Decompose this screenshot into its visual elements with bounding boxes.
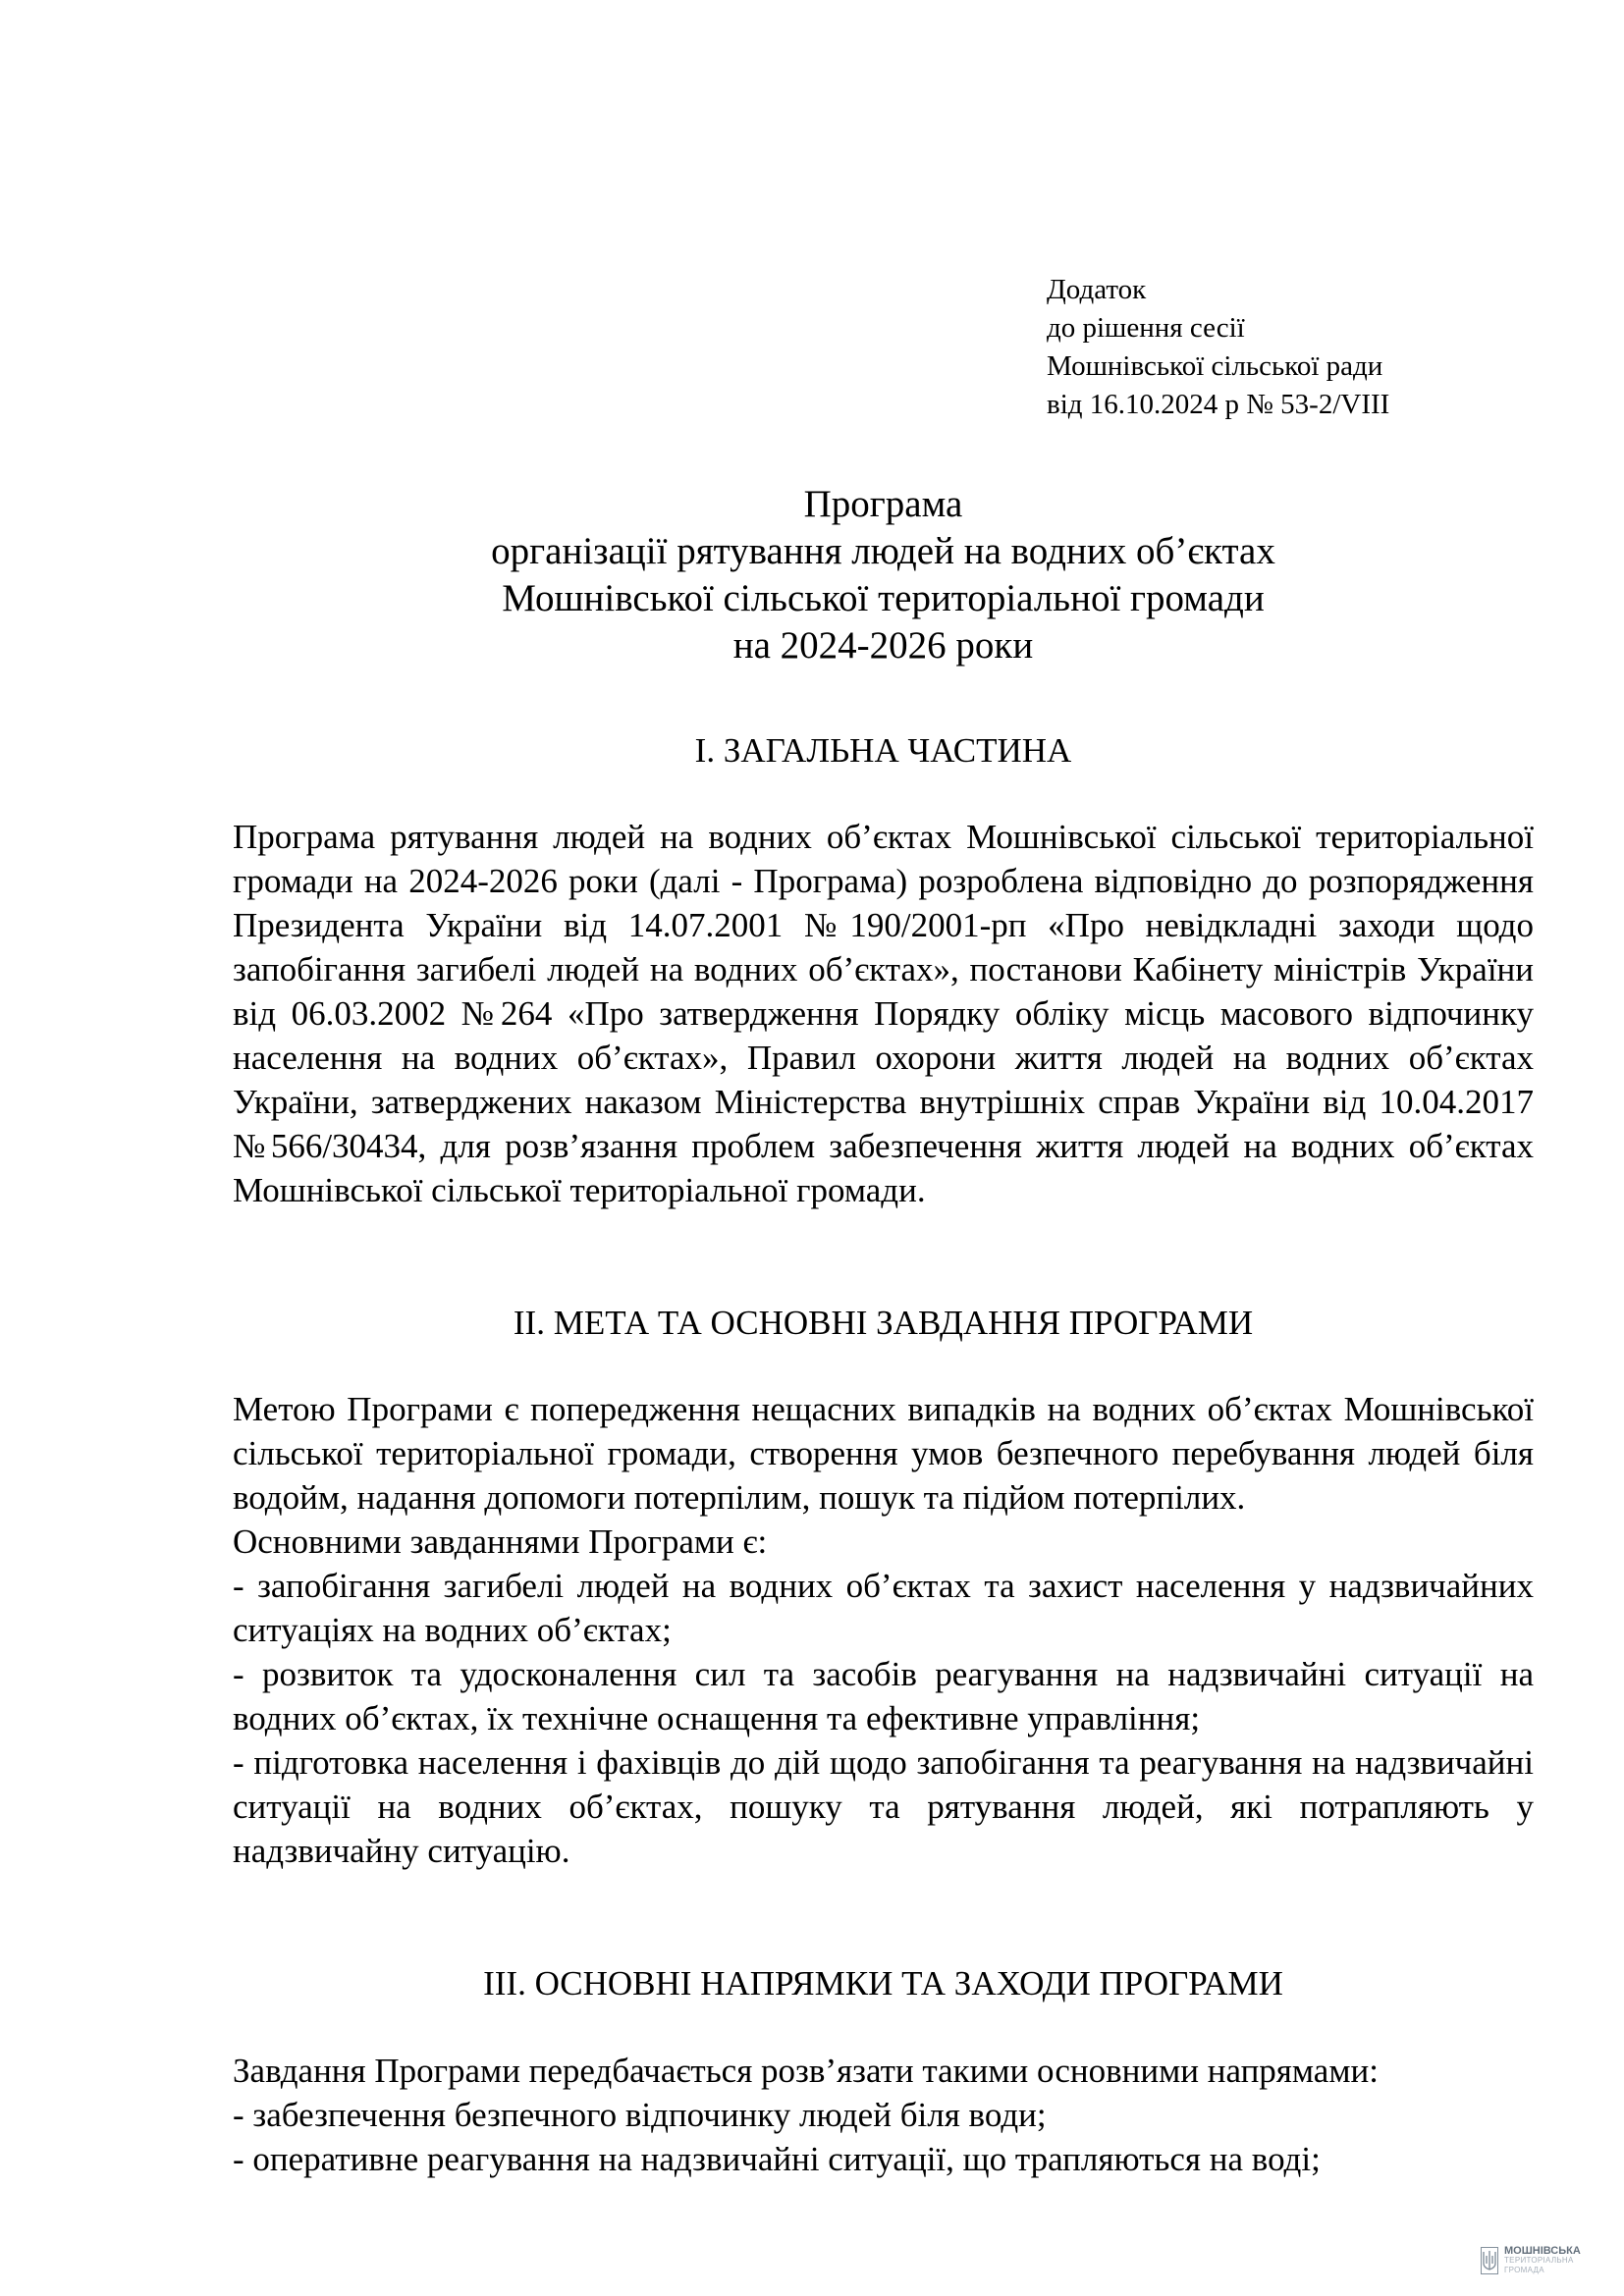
watermark-line-3: ГРОМАДА <box>1504 2266 1544 2274</box>
annex-line-1: Додаток <box>1047 274 1147 305</box>
section-3-heading: ІІІ. ОСНОВНІ НАПРЯМКИ ТА ЗАХОДИ ПРОГРАМИ <box>483 1964 1283 2002</box>
title-line-2: організації рятування людей на водних об’єктах <box>491 530 1275 572</box>
section-2-task-item: - розвиток та удосконалення сил та засобів реагування на надзвичайні ситуації на водних об’єктах, їх технічне оснащення та ефективне управління; <box>233 1655 1534 1737</box>
annex-block <box>1047 271 1389 424</box>
section-3-list-item: - оперативне реагування на надзвичайні ситуації, що трапляються на воді; <box>233 2140 1321 2178</box>
annex-line-4: від 16.10.2024 р № 53-2/VIII <box>1047 389 1390 420</box>
section-2-body <box>233 1387 1534 1873</box>
document-title <box>233 481 1534 669</box>
watermark-line-2: ТЕРИТОРІАЛЬНА <box>1504 2256 1574 2265</box>
section-3-list-item: - забезпечення безпечного відпочинку людей біля води; <box>233 2096 1047 2134</box>
title-line-3: Мошнівської сільської територіальної громади <box>502 577 1265 619</box>
watermark-text <box>1504 2246 1581 2275</box>
section-3-body <box>233 2049 1534 2181</box>
section-3-intro: Завдання Програми передбачається розв’язати такими основними напрямами: <box>233 2052 1379 2090</box>
section-2-tasks-intro: Основними завданнями Програми є: <box>233 1522 768 1561</box>
annex-line-3: Мошнівської сільської ради <box>1047 350 1383 382</box>
section-2-heading: ІІ. МЕТА ТА ОСНОВНІ ЗАВДАННЯ ПРОГРАМИ <box>513 1304 1254 1342</box>
title-line-4: на 2024-2026 роки <box>732 624 1034 667</box>
trident-icon <box>1481 2247 1498 2274</box>
section-1-paragraph: Програма рятування людей на водних об’єктах Мошнівської сільської територіальної громади на 2024-2026 роки (далі - Програма) розроблена відповідно до розпорядження Президента України від 14.07.2001 №190/2001-рп «Про невідкладні заходи щодо запобігання загибелі людей на водних об’єктах», постанови Кабінету міністрів України від 06.03.2002 №264 «Про затвердження Порядку обліку місць масового відпочинку населення на водних об’єктах», Правил охорони життя людей на водних об’єктах України, затверджених наказом Міністерства внутрішніх справ України від 10.04.2017 №566/30434, для розв’язання проблем забезпечення життя людей на водних об’єктах Мошнівської сільської територіальної громади. <box>233 818 1534 1209</box>
annex-line-2: до рішення сесії <box>1047 312 1245 344</box>
title-line-1: Програма <box>803 483 963 525</box>
community-watermark <box>1481 2246 1581 2275</box>
watermark-title: МОШНІВСЬКА <box>1504 2245 1581 2257</box>
section-2-task-item: - запобігання загибелі людей на водних об’єктах та захист населення у надзвичайних ситуаціях на водних об’єктах; <box>233 1567 1534 1649</box>
section-2-paragraph: Метою Програми є попередження нещасних випадків на водних об’єктах Мошнівської сільської територіальної громади, створення умов безпечного перебування людей біля водойм, надання допомоги потерпілим, пошук та підйом потерпілих. <box>233 1390 1534 1517</box>
section-1-heading: І. ЗАГАЛЬНА ЧАСТИНА <box>694 731 1072 770</box>
section-2-task-item: - підготовка населення і фахівців до дій щодо запобігання та реагування на надзвичайні ситуації на водних об’єктах, пошуку та рятування людей, які потрапляють у надзвичайну ситуацію. <box>233 1743 1534 1870</box>
